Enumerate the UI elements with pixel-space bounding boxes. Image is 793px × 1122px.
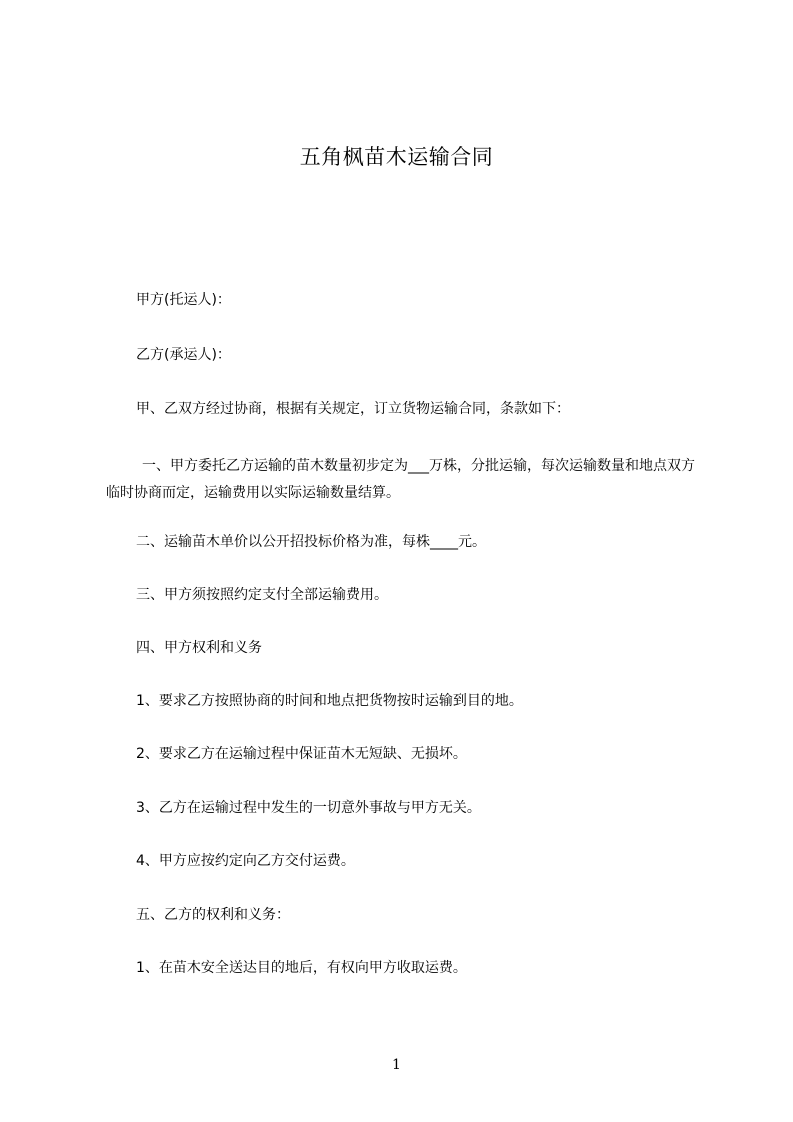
clause-4-item-2: 2、要求乙方在运输过程中保证苗木无短缺、无损坏。 <box>136 746 467 762</box>
clause-4-item-4: 4、甲方应按约定向乙方交付运费。 <box>136 853 355 869</box>
clause-5-item-1: 1、在苗木安全送达目的地后，有权向甲方收取运费。 <box>136 960 467 976</box>
clause-1-paragraph: 一、甲方委托乙方运输的苗木数量初步定为___万株，分批运输，每次运输数量和地点双方临时协商而定，运输费用以实际运输数量结算。 <box>106 458 695 501</box>
clause-4-item-1: 1、要求乙方按照协商的时间和地点把货物按时运输到目的地。 <box>136 693 523 709</box>
preamble-paragraph: 甲、乙双方经过协商，根据有关规定，订立货物运输合同，条款如下： <box>136 401 570 417</box>
page-number: 1 <box>392 1057 401 1073</box>
clause-5-heading: 五、乙方的权利和义务： <box>136 907 290 923</box>
party-a-line: 甲方(托运人)： <box>136 292 231 308</box>
clause-2-paragraph: 二、运输苗木单价以公开招投标价格为准，每株____元。 <box>136 534 486 550</box>
clause-4-heading: 四、甲方权利和义务 <box>136 640 262 656</box>
clause-3-paragraph: 三、甲方须按照约定支付全部运输费用。 <box>136 587 388 603</box>
document-title: 五角枫苗木运输合同 <box>299 145 494 169</box>
clause-4-item-3: 3、乙方在运输过程中发生的一切意外事故与甲方无关。 <box>136 800 481 816</box>
party-b-line: 乙方(承运人)： <box>136 347 231 363</box>
